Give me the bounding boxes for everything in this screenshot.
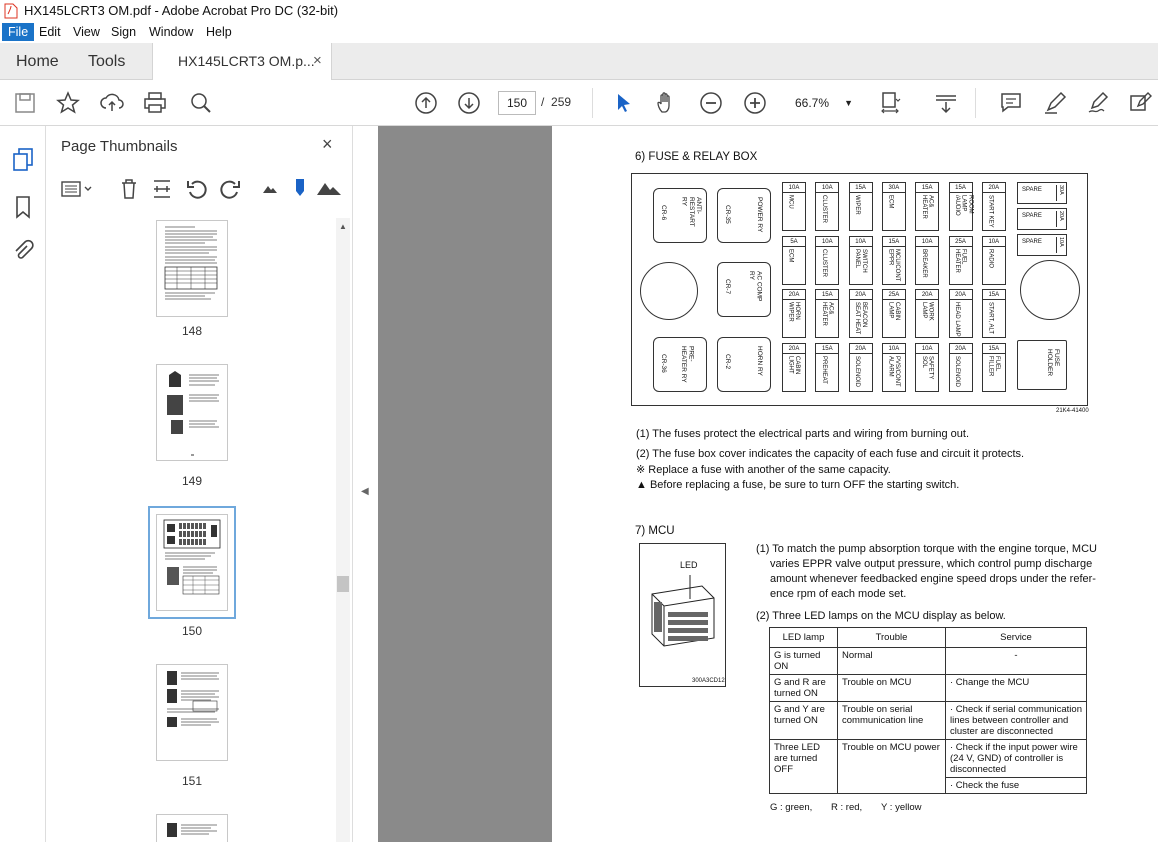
fuse-amperage: 15A bbox=[816, 344, 838, 354]
fuse-amperage: 10A bbox=[916, 237, 938, 247]
close-panel-icon[interactable]: × bbox=[322, 134, 333, 154]
note-1: (1) The fuses protect the electrical parts and wiring from burning out. bbox=[636, 428, 970, 440]
options-menu-icon[interactable] bbox=[60, 178, 94, 205]
table-row bbox=[770, 648, 1087, 675]
relay-label: ANTI-RESTART RY bbox=[680, 197, 702, 227]
collapse-panel-icon[interactable]: ◀ bbox=[361, 486, 369, 497]
toolbar-divider-2 bbox=[975, 88, 976, 118]
mcu-heading: 7) MCU bbox=[635, 525, 675, 537]
thumbnail-page-152[interactable] bbox=[156, 814, 228, 842]
fuse-circuit-label: HORN WIPER bbox=[787, 302, 801, 322]
fuse-amperage: 10A bbox=[916, 344, 938, 354]
thumbnail-scrollbar[interactable] bbox=[336, 218, 350, 842]
relay-horn bbox=[717, 337, 771, 392]
fuse-circuit-label: ROOM LAMP /AUDIO bbox=[954, 195, 974, 216]
menu-window[interactable]: Window bbox=[149, 25, 194, 39]
relay-anti-restart bbox=[653, 188, 707, 243]
bookmarks-icon[interactable] bbox=[12, 194, 34, 225]
main-toolbar bbox=[0, 80, 1158, 126]
fuse-circuit-label: FUEL HEATER bbox=[954, 248, 967, 273]
fuse-slot bbox=[949, 289, 973, 338]
tab-tools[interactable]: Tools bbox=[88, 53, 126, 70]
rotate-left-icon[interactable] bbox=[185, 177, 209, 206]
fuse-circuit-label: WIPER bbox=[854, 195, 861, 215]
fuse-circuit-label: BREAKER bbox=[920, 248, 927, 278]
fuse-amperage: 15A bbox=[950, 183, 972, 193]
page-number-input[interactable]: 150 bbox=[498, 91, 536, 115]
fuse-circuit-label: AC& HEATER bbox=[920, 195, 934, 219]
fuse-circuit-label: CLUSTER bbox=[820, 248, 827, 277]
fuse-slot bbox=[849, 236, 873, 285]
close-tab-icon[interactable]: × bbox=[313, 52, 322, 69]
scroll-up-icon[interactable]: ▲ bbox=[339, 222, 347, 231]
fill-sign-icon[interactable] bbox=[1128, 90, 1154, 116]
fuse-circuit-label: PVS/CONT ALARM bbox=[887, 355, 901, 387]
thumbnail-list bbox=[46, 218, 352, 842]
pdf-page bbox=[552, 126, 1158, 842]
fuse-amperage: 15A bbox=[983, 290, 1005, 300]
thumbnail-page-151[interactable] bbox=[156, 664, 228, 761]
search-zoom-icon[interactable] bbox=[188, 90, 214, 116]
zoom-value: 66.7% bbox=[795, 96, 830, 110]
thumbnail-label: 148 bbox=[181, 324, 203, 338]
relay-label: AC COMP RY bbox=[748, 271, 763, 302]
attachments-icon[interactable] bbox=[12, 238, 34, 269]
table-row bbox=[770, 702, 1087, 740]
relay-power bbox=[717, 188, 771, 243]
fuse-amperage: 20A bbox=[950, 344, 972, 354]
fuse-slot bbox=[982, 182, 1006, 231]
fuse-slot bbox=[815, 236, 839, 285]
fuse-circuit-label: SOLENOID bbox=[854, 355, 861, 387]
fuse-relay-box-diagram bbox=[631, 173, 1088, 406]
relay-preheater bbox=[653, 337, 707, 392]
scroll-mode-icon[interactable] bbox=[933, 90, 959, 116]
fuse-circuit-label: AC& HEATER bbox=[820, 302, 834, 326]
fuse-amperage: 30A bbox=[883, 183, 905, 193]
fuse-amperage: 20A bbox=[916, 290, 938, 300]
table-cell: Three LED are turned OFF bbox=[770, 740, 838, 778]
spare-fuse bbox=[1017, 208, 1067, 230]
thumbnail-page-148[interactable] bbox=[156, 220, 228, 317]
share-upload-icon[interactable] bbox=[99, 90, 125, 116]
fuse-circuit-label: CLUSTER bbox=[820, 195, 827, 224]
relay-code: CR-7 bbox=[724, 279, 732, 295]
fuse-amperage: 15A bbox=[983, 344, 1005, 354]
table-cell: G is turned ON bbox=[770, 648, 838, 675]
zoom-in-icon[interactable] bbox=[742, 90, 768, 116]
fuse-amperage: 25A bbox=[883, 290, 905, 300]
bookmark-star-icon[interactable] bbox=[55, 90, 81, 116]
fuse-slot bbox=[915, 182, 939, 231]
page-separator: / bbox=[541, 95, 545, 109]
fuse-amperage: 10A bbox=[816, 237, 838, 247]
panel-toolbar bbox=[58, 174, 348, 204]
note-4: ▲ Before replacing a fuse, be sure to turn OFF the starting switch. bbox=[636, 479, 960, 491]
led-callout: LED bbox=[680, 560, 698, 570]
acrobat-icon bbox=[4, 3, 18, 19]
next-page-icon[interactable] bbox=[456, 90, 482, 116]
fuse-slot bbox=[849, 343, 873, 392]
relay-label: POWER RY bbox=[756, 197, 764, 233]
tab-document[interactable] bbox=[152, 43, 332, 80]
save-icon[interactable] bbox=[12, 90, 38, 116]
large-thumbnail-icon[interactable] bbox=[316, 177, 342, 202]
fuse-circuit-label: WORK LAMP bbox=[920, 302, 934, 321]
relay-code: CR-6 bbox=[660, 205, 668, 221]
fuse-slot bbox=[782, 182, 806, 231]
mcu-para-2: (2) Three LED lamps on the MCU display as below. bbox=[756, 610, 1006, 622]
fuse-slot bbox=[882, 182, 906, 231]
thumbnail-page-149[interactable] bbox=[156, 364, 228, 461]
thumbnails-panel bbox=[46, 126, 352, 842]
spare-label: SPARE bbox=[1022, 187, 1042, 193]
fuse-slot bbox=[949, 343, 973, 392]
fuse-amperage: 20A bbox=[850, 344, 872, 354]
fuse-holder-label: FUSE HOLDER bbox=[1045, 349, 1060, 377]
spare-fuse bbox=[1017, 234, 1067, 256]
relay-ac-comp bbox=[717, 262, 771, 317]
table-cell: · Check if serial communication lines between controller and cluster are disconnected bbox=[946, 702, 1087, 740]
thumbnail-label: 150 bbox=[181, 624, 203, 638]
spare-amp: 30A bbox=[1056, 185, 1064, 201]
fuse-slot bbox=[782, 289, 806, 338]
zoom-out-icon[interactable] bbox=[698, 90, 724, 116]
small-thumbnail-icon[interactable] bbox=[262, 181, 278, 200]
column-header: LED lamp bbox=[770, 628, 838, 648]
left-tool-rail bbox=[0, 126, 46, 842]
fuse-circuit-label: SOLENOID bbox=[954, 355, 961, 387]
mcu-para-1-line-3: amount whenever feedbacked engine speed drops under the refer- bbox=[770, 573, 1096, 585]
thumbnail-label: 151 bbox=[181, 774, 203, 788]
fuse-circuit-label: CABIN LAMP bbox=[887, 302, 901, 321]
zoom-level-select[interactable] bbox=[789, 91, 859, 115]
fuse-slot bbox=[782, 236, 806, 285]
fuse-amperage: 10A bbox=[816, 183, 838, 193]
spare-label: SPARE bbox=[1022, 239, 1042, 245]
fuse-amperage: 15A bbox=[816, 290, 838, 300]
menu-sign[interactable]: Sign bbox=[111, 25, 137, 39]
mount-hole bbox=[640, 262, 698, 320]
fuse-slot bbox=[815, 289, 839, 338]
relay-code: CR-36 bbox=[660, 354, 668, 373]
page-count: 259 bbox=[551, 95, 572, 109]
fuse-slot bbox=[815, 343, 839, 392]
relay-label: PRE-HEATER RY bbox=[680, 346, 695, 383]
print-icon[interactable] bbox=[142, 90, 168, 116]
fuse-circuit-label: ECM bbox=[887, 195, 894, 209]
table-cell: G and Y are turned ON bbox=[770, 702, 838, 740]
mcu-para-1-line-2: varies EPPR valve output pressure, which control pump discharge bbox=[770, 558, 1093, 570]
toolbar-divider bbox=[592, 88, 593, 118]
menu-edit[interactable]: Edit bbox=[39, 25, 61, 39]
table-cell: Normal bbox=[838, 648, 946, 675]
draw-signature-icon[interactable] bbox=[1086, 90, 1112, 116]
delete-page-icon[interactable] bbox=[118, 177, 140, 206]
menu-help[interactable]: Help bbox=[206, 25, 232, 39]
extract-page-icon[interactable] bbox=[151, 177, 173, 206]
fuse-amperage: 15A bbox=[850, 183, 872, 193]
document-background bbox=[378, 126, 552, 842]
menu-view[interactable]: View bbox=[73, 25, 100, 39]
hand-tool-icon[interactable] bbox=[654, 90, 680, 116]
fuse-circuit-label: HEAD LAMP bbox=[954, 302, 961, 337]
mcu-figure-code: 300A3CD12 bbox=[692, 678, 725, 684]
table-cell: Trouble on serial communication line bbox=[838, 702, 946, 740]
fuse-amperage: 10A bbox=[850, 237, 872, 247]
table-row bbox=[770, 740, 1087, 778]
thumbnail-size-slider-icon[interactable] bbox=[294, 177, 306, 204]
fuse-amperage: 5A bbox=[783, 237, 805, 247]
table-cell bbox=[838, 778, 946, 794]
fuse-slot bbox=[915, 236, 939, 285]
fuse-slot bbox=[815, 182, 839, 231]
fuse-amperage: 10A bbox=[783, 183, 805, 193]
comment-icon[interactable] bbox=[998, 90, 1024, 116]
table-cell: Trouble on MCU bbox=[838, 675, 946, 702]
fuse-circuit-label: START KEY bbox=[987, 195, 994, 228]
window-title: HX145LCRT3 OM.pdf - Adobe Acrobat Pro DC (32-bit) bbox=[24, 3, 339, 18]
page-total bbox=[541, 95, 571, 109]
fuse-circuit-label: SWITCH PANEL bbox=[854, 248, 867, 273]
previous-page-icon[interactable] bbox=[413, 90, 439, 116]
table-header-row bbox=[770, 628, 1087, 648]
spare-label: SPARE bbox=[1022, 213, 1042, 219]
fuse-circuit-label: ECM bbox=[787, 248, 794, 262]
fuse-slot bbox=[982, 289, 1006, 338]
table-row bbox=[770, 675, 1087, 702]
spare-amp: 20A bbox=[1056, 211, 1064, 227]
fuse-slot bbox=[915, 343, 939, 392]
relay-label: HORN RY bbox=[756, 346, 764, 376]
fuse-circuit-label: CABIN LIGHT bbox=[787, 355, 801, 374]
fuse-amperage: 10A bbox=[983, 237, 1005, 247]
fuse-circuit-label: BEACON SEAT HEAT bbox=[854, 302, 867, 335]
fuse-slot bbox=[949, 182, 973, 231]
relay-code: CR-2 bbox=[724, 354, 732, 370]
fuse-slot bbox=[882, 343, 906, 392]
table-cell: Trouble on MCU power bbox=[838, 740, 946, 778]
note-2: (2) The fuse box cover indicates the capacity of each fuse and circuit it protects. bbox=[636, 448, 1025, 460]
fuse-amperage: 20A bbox=[950, 290, 972, 300]
menu-bar bbox=[0, 22, 1158, 43]
fuse-amperage: 10A bbox=[883, 344, 905, 354]
fuse-amperage: 20A bbox=[850, 290, 872, 300]
fuse-slot bbox=[882, 236, 906, 285]
table-cell bbox=[770, 778, 838, 794]
fuse-circuit-label: START, ALT bbox=[987, 302, 994, 335]
fuse-circuit-label: RADIO bbox=[987, 248, 994, 268]
table-cell: · Check the fuse bbox=[946, 778, 1087, 794]
legend-green: G : green, bbox=[770, 802, 813, 813]
chevron-down-icon: ▼ bbox=[844, 98, 853, 108]
highlight-pen-icon[interactable] bbox=[1042, 90, 1068, 116]
rotate-right-icon[interactable] bbox=[218, 177, 242, 206]
select-cursor-icon[interactable] bbox=[610, 90, 636, 116]
spare-fuse bbox=[1017, 182, 1067, 204]
fuse-slot bbox=[915, 289, 939, 338]
table-cell: · Check if the input power wire (24 V, GND) of controller is disconnected bbox=[946, 740, 1087, 778]
legend-yellow: Y : yellow bbox=[881, 802, 922, 813]
spare-amp: 10A bbox=[1056, 237, 1064, 253]
fuse-amperage: 15A bbox=[883, 237, 905, 247]
menu-file[interactable]: File bbox=[2, 23, 34, 41]
fuse-holder bbox=[1017, 340, 1067, 390]
fuse-slot bbox=[982, 343, 1006, 392]
fuse-amperage: 20A bbox=[783, 290, 805, 300]
mount-hole bbox=[1020, 260, 1080, 320]
thumbnail-label: 149 bbox=[181, 474, 203, 488]
table-row bbox=[770, 778, 1087, 794]
document-tab-title: HX145LCRT3 OM.p... bbox=[178, 53, 315, 69]
tab-bar bbox=[0, 43, 1158, 80]
relay-code: CR-35 bbox=[724, 205, 732, 224]
panel-collapse-gutter[interactable] bbox=[352, 126, 378, 842]
fuse-circuit-label: SAFETY SOL bbox=[920, 355, 934, 379]
fuse-slot bbox=[949, 236, 973, 285]
mcu-para-1-line-1: (1) To match the pump absorption torque with the engine torque, MCU bbox=[756, 543, 1097, 555]
page-thumbnails-icon[interactable] bbox=[10, 146, 36, 177]
fuse-amperage: 25A bbox=[950, 237, 972, 247]
mcu-para-1-line-4: ence rpm of each mode set. bbox=[770, 588, 907, 600]
fuse-amperage: 20A bbox=[983, 183, 1005, 193]
fuse-relay-heading: 6) FUSE & RELAY BOX bbox=[635, 151, 758, 163]
fuse-circuit-label: MCU/CONT EPPR bbox=[887, 248, 901, 281]
led-status-table bbox=[769, 627, 1087, 794]
figure-code: 21K4-41400 bbox=[1056, 408, 1089, 414]
fuse-amperage: 15A bbox=[916, 183, 938, 193]
panel-title: Page Thumbnails bbox=[61, 138, 178, 155]
column-header: Trouble bbox=[838, 628, 946, 648]
fuse-amperage: 20A bbox=[783, 344, 805, 354]
fuse-circuit-label: PREHEAT bbox=[820, 355, 827, 384]
fuse-slot bbox=[882, 289, 906, 338]
table-cell: - bbox=[946, 648, 1087, 675]
scroll-thumb[interactable] bbox=[337, 576, 349, 592]
fuse-slot bbox=[982, 236, 1006, 285]
fuse-circuit-label: FUEL FILLER bbox=[987, 355, 1000, 376]
note-3: ※ Replace a fuse with another of the same capacity. bbox=[636, 464, 891, 476]
page-fit-icon[interactable] bbox=[878, 90, 904, 116]
fuse-slot bbox=[849, 289, 873, 338]
legend-red: R : red, bbox=[831, 802, 863, 813]
fuse-slot bbox=[849, 182, 873, 231]
thumbnail-page-150-selected[interactable] bbox=[156, 514, 228, 611]
table-cell: G and R are turned ON bbox=[770, 675, 838, 702]
tab-home[interactable]: Home bbox=[16, 53, 59, 70]
fuse-circuit-label: MCU bbox=[787, 195, 794, 209]
table-cell: · Change the MCU bbox=[946, 675, 1087, 702]
title-bar bbox=[0, 0, 1158, 22]
column-header: Service bbox=[946, 628, 1087, 648]
fuse-slot bbox=[782, 343, 806, 392]
